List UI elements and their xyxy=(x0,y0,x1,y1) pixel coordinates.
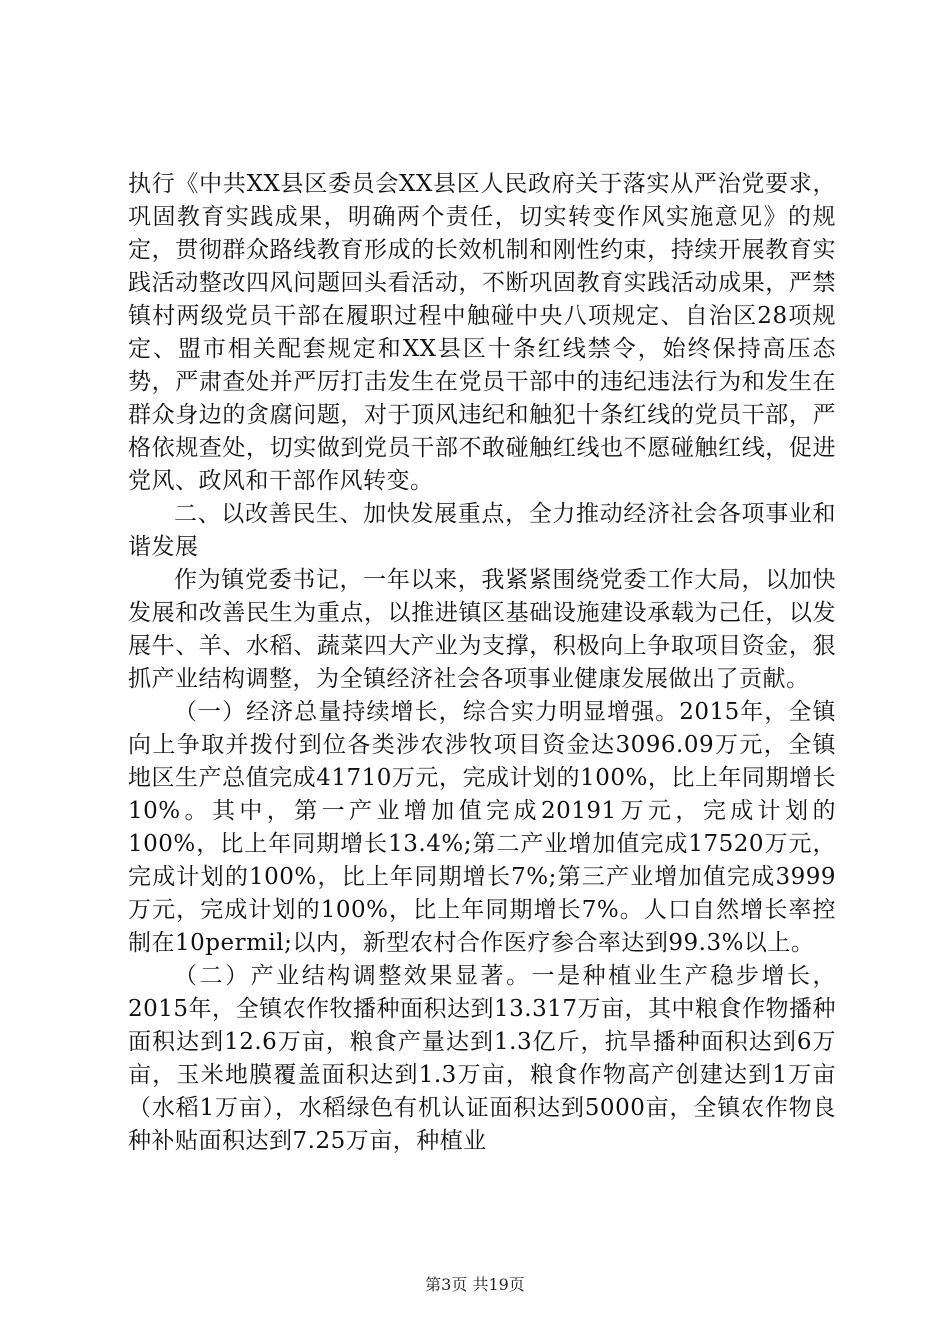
paragraph-3: 作为镇党委书记，一年以来，我紧紧围绕党委工作大局，以加快发展和改善民生为重点，以推进镇区基础设施建设承载为己任，以发展牛、羊、水稻、蔬菜四大产业为支撑，积极向上争取项目资金，狠抓产业结构调整，为全镇经济社会各项事业健康发展做出了贡献。 xyxy=(128,567,836,692)
section-heading-2: 二、以改善民生、加快发展重点，全力推动经济社会各项事业和谐发展 xyxy=(128,501,836,560)
paragraph-1: 执行《中共XX县区委员会XX县区人民政府关于落实从严治党要求，巩固教育实践成果，明确两个责任，切实转变作风实施意见》的规定，贯彻群众路线教育形成的长效机制和刚性约束，持续开展教育实践活动整改四风问题回头看活动，不断巩固教育实践活动成果，严禁镇村两级党员干部在履职过程中触碰中央八项规定、自治区28项规定、盟市相关配套规定和XX县区十条红线禁令，始终保持高压态势，严肃查处并严厉打击发生在党员干部中的违纪违法行为和发生在群众身边的贪腐问题，对于顶风违纪和触犯十条红线的党员干部，严格依规查处，切实做到党员干部不敢碰触红线也不愿碰触红线，促进党风、政风和干部作风转变。 xyxy=(128,171,836,494)
paragraph-4: （一）经济总量持续增长，综合实力明显增强。2015年，全镇向上争取并拨付到位各类涉农涉牧项目资金达3096.09万元，全镇地区生产总值完成41710万元，完成计划的100%，比上年同期增长10%。其中，第一产业增加值完成20191万元，完成计划的100%，比上年同期增长13.4%;第二产业增加值完成17520万元，完成计划的100%，比上年同期增长7%;第三产业增加值完成3999万元，完成计划的100%，比上年同期增长7%。人口自然增长率控制在10permil;以内，新型农村合作医疗参合率达到99.3%以上。 xyxy=(128,699,836,956)
document-body xyxy=(128,168,836,1158)
page-footer: 第3页 共19页 xyxy=(425,1275,525,1294)
paragraph-5: （二）产业结构调整效果显著。一是种植业生产稳步增长，2015年，全镇农作牧播种面积达到13.317万亩，其中粮食作物播种面积达到12.6万亩，粮食产量达到1.3亿斤，抗旱播种面积达到6万亩，玉米地膜覆盖面积达到1.3万亩，粮食作物高产创建达到1万亩（水稻1万亩），水稻绿色有机认证面积达到5000亩，全镇农作物良种补贴面积达到7.25万亩，种植业 xyxy=(128,963,837,1154)
